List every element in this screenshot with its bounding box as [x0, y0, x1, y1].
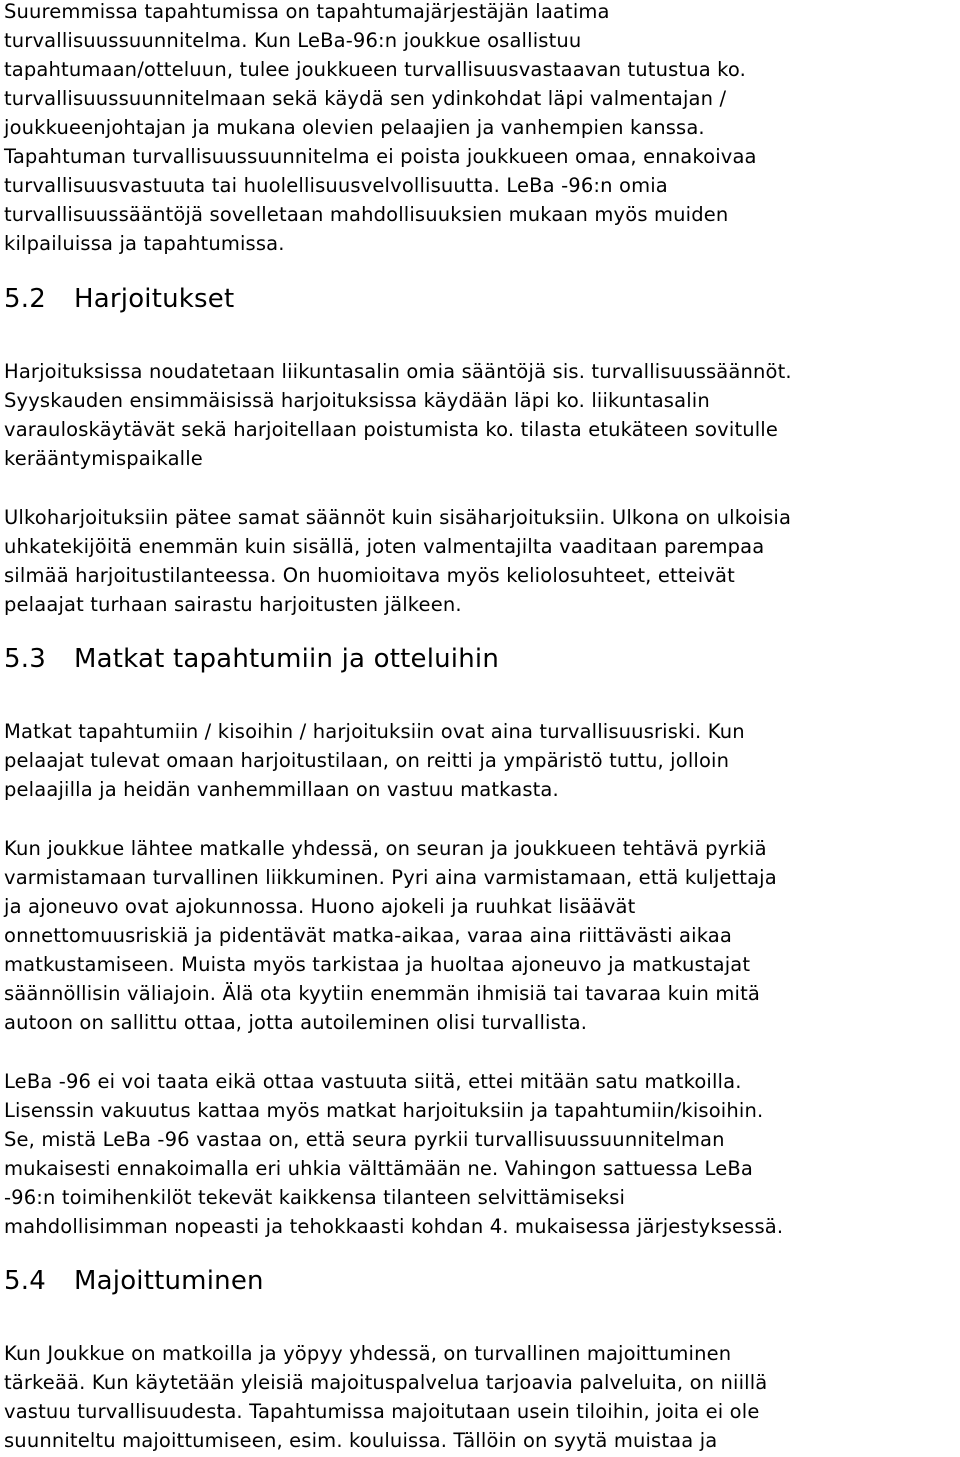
- section-number: 5.2: [4, 284, 46, 314]
- text-line: matkustamiseen. Muista myös tarkistaa ja huoltaa ajoneuvo ja matkustajat: [4, 953, 751, 976]
- text-line: Suuremmissa tapahtumissa on tapahtumajärjestäjän laatima: [4, 0, 610, 23]
- section-title: Matkat tapahtumiin ja otteluihin: [74, 644, 500, 674]
- text-line: säännöllisin väliajoin. Älä ota kyytiin enemmän ihmisiä tai tavaraa kuin mitä: [4, 982, 760, 1005]
- section-number: 5.3: [4, 644, 46, 674]
- text-line: Matkat tapahtumiin / kisoihin / harjoituksiin ovat aina turvallisuusriski. Kun: [4, 720, 745, 743]
- text-line: turvallisuussuunnitelma. Kun LeBa-96:n joukkue osallistuu: [4, 29, 582, 52]
- text-line: turvallisuussääntöjä sovelletaan mahdollisuuksien mukaan myös muiden: [4, 203, 729, 226]
- text-line: Lisenssin vakuutus kattaa myös matkat harjoituksiin ja tapahtumiin/kisoihin.: [4, 1099, 764, 1122]
- text-line: pelaajat tulevat omaan harjoitustilaan, on reitti ja ympäristö tuttu, jolloin: [4, 749, 730, 772]
- text-line: pelaajat turhaan sairastu harjoitusten jälkeen.: [4, 593, 462, 616]
- text-line: pelaajilla ja heidän vanhemmillaan on vastuu matkasta.: [4, 778, 559, 801]
- text-line: ja ajoneuvo ovat ajokunnossa. Huono ajokeli ja ruuhkat lisäävät: [4, 895, 636, 918]
- text-line: LeBa -96 ei voi taata eikä ottaa vastuuta siitä, ettei mitään satu matkoilla.: [4, 1070, 742, 1093]
- text-line: uhkatekijöitä enemmän kuin sisällä, joten valmentajilta vaaditaan parempaa: [4, 535, 765, 558]
- text-line: Ulkoharjoituksiin pätee samat säännöt kuin sisäharjoituksiin. Ulkona on ulkoisia: [4, 506, 792, 529]
- text-line: mukaisesti ennakoimalla eri uhkia välttämään ne. Vahingon sattuessa LeBa: [4, 1157, 753, 1180]
- text-line: -96:n toimihenkilöt tekevät kaikkensa tilanteen selvittämiseksi: [4, 1186, 626, 1209]
- text-line: Harjoituksissa noudatetaan liikuntasalin omia sääntöjä sis. turvallisuussäännöt.: [4, 360, 792, 383]
- section-heading-majoittuminen: [4, 1264, 264, 1298]
- text-line: Kun Joukkue on matkoilla ja yöpyy yhdessä, on turvallinen majoittuminen: [4, 1342, 732, 1365]
- text-line: kerääntymispaikalle: [4, 447, 203, 470]
- text-line: varmistamaan turvallinen liikkuminen. Pyri aina varmistamaan, että kuljettaja: [4, 866, 777, 889]
- text-line: Se, mistä LeBa -96 vastaa on, että seura pyrkii turvallisuussuunnitelman: [4, 1128, 725, 1151]
- text-line: varauloskäytävät sekä harjoitellaan poistumista ko. tilasta etukäteen sovitulle: [4, 418, 779, 441]
- text-line: suunniteltu majoittumiseen, esim. kouluissa. Tällöin on syytä muistaa ja: [4, 1429, 718, 1452]
- text-line: tärkeää. Kun käytetään yleisiä majoituspalvelua tarjoavia palveluita, on niillä: [4, 1371, 768, 1394]
- section-heading-matkat: [4, 642, 499, 676]
- text-line: onnettomuusriskiä ja pidentävät matka-aikaa, varaa aina riittävästi aikaa: [4, 924, 733, 947]
- text-line: autoon on sallittu ottaa, jotta autoileminen olisi turvallista.: [4, 1011, 588, 1034]
- text-line: kilpailuissa ja tapahtumissa.: [4, 232, 285, 255]
- section-title: Harjoitukset: [74, 284, 235, 314]
- text-line: mahdollisimman nopeasti ja tehokkaasti kohdan 4. mukaisessa järjestyksessä.: [4, 1215, 784, 1238]
- text-line: Syyskauden ensimmäisissä harjoituksissa käydään läpi ko. liikuntasalin: [4, 389, 710, 412]
- section-number: 5.4: [4, 1266, 46, 1296]
- text-line: Tapahtuman turvallisuussuunnitelma ei poista joukkueen omaa, ennakoivaa: [4, 145, 757, 168]
- text-line: turvallisuussuunnitelmaan sekä käydä sen ydinkohdat läpi valmentajan /: [4, 87, 727, 110]
- text-line: vastuu turvallisuudesta. Tapahtumissa majoitutaan usein tiloihin, joita ei ole: [4, 1400, 760, 1423]
- text-line: Kun joukkue lähtee matkalle yhdessä, on seuran ja joukkueen tehtävä pyrkiä: [4, 837, 767, 860]
- section-title: Majoittuminen: [74, 1266, 264, 1296]
- text-line: turvallisuusvastuuta tai huolellisuusvelvollisuutta. LeBa -96:n omia: [4, 174, 668, 197]
- section-heading-harjoitukset: [4, 282, 234, 316]
- text-line: tapahtumaan/otteluun, tulee joukkueen turvallisuusvastaavan tutustua ko.: [4, 58, 746, 81]
- text-line: silmää harjoitustilanteessa. On huomioitava myös keliolosuhteet, etteivät: [4, 564, 735, 587]
- text-line: joukkueenjohtajan ja mukana olevien pelaajien ja vanhempien kanssa.: [4, 116, 705, 139]
